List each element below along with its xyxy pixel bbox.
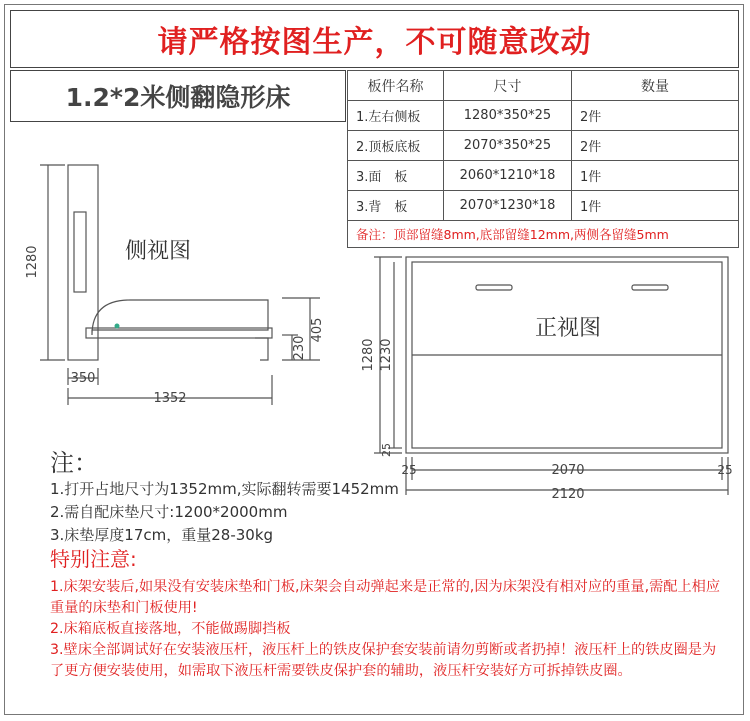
dim-left-gap: 25 [401, 463, 417, 477]
table-row [348, 131, 739, 161]
table-remark-row [348, 221, 739, 248]
side-view-title: 侧视图 [125, 239, 192, 264]
parts-table [347, 70, 739, 248]
note-line: 1.打开占地尺寸为1352mm,实际翻转需要1452mm [50, 480, 399, 498]
header-qty: 数量 [572, 71, 739, 101]
part-qty: 1件 [572, 161, 739, 191]
header-name: 板件名称 [348, 71, 444, 101]
table-row [348, 101, 739, 131]
cabinet-side-panel [68, 165, 98, 360]
part-size: 1280*350*25 [444, 101, 572, 131]
handle-right [632, 285, 668, 290]
pivot-dot [115, 324, 120, 329]
front-view-drawing [350, 245, 745, 505]
part-qty: 2件 [572, 131, 739, 161]
header-size: 尺寸 [444, 71, 572, 101]
part-name: 1.左右侧板 [348, 101, 444, 131]
note-line: 2.需自配床垫尺寸:1200*2000mm [50, 503, 288, 521]
cabinet-handle [74, 212, 86, 292]
special-heading: 特别注意: [50, 547, 137, 571]
special-item: 1.床架安装后,如果没有安装床垫和门板,床架会自动弹起来是正常的,因为床架没有相对应的重量,需配上相应重量的床垫和门板使用! [50, 579, 721, 616]
dim-bottom: 25 [380, 443, 393, 457]
dim-inner-height: 1230 [379, 338, 394, 372]
side-view-drawing [20, 150, 350, 410]
part-size: 2060*1210*18 [444, 161, 572, 191]
dim-open-length: 1352 [153, 391, 187, 406]
special-item: 3.壁床全部调试好在安装液压杆，液压杆上的铁皮保护套安装前请勿剪断或者扔掉！液压杆上的铁皮圈是为了更方便安装使用，如需取下液压杆需要铁皮保护套的辅助，液压杆安装好方可拆掉铁皮圈。 [50, 642, 717, 679]
part-name: 3.面 板 [348, 161, 444, 191]
bed-frame-open [92, 300, 268, 335]
front-view-title: 正视图 [534, 316, 602, 341]
handle-left [476, 285, 512, 290]
table-row [348, 191, 739, 221]
table-header-row [348, 71, 739, 101]
part-name: 2.顶板底板 [348, 131, 444, 161]
part-qty: 2件 [572, 101, 739, 131]
dim-height: 1280 [25, 245, 40, 279]
part-qty: 1件 [572, 191, 739, 221]
part-name: 3.背 板 [348, 191, 444, 221]
notes-heading: 注： [50, 449, 98, 477]
dim-upper: 405 [310, 317, 325, 343]
product-title: 1.2*2米侧翻隐形床 [10, 70, 346, 122]
note-line: 3.床垫厚度17cm，重量28-30kg [50, 526, 274, 544]
dim-outer-height: 1280 [361, 338, 376, 372]
part-size: 2070*350*25 [444, 131, 572, 161]
bed-leg [255, 338, 268, 360]
special-item: 2.床箱底板直接落地，不能做踢脚挡板 [50, 621, 291, 637]
dim-inner-width: 2070 [551, 463, 585, 478]
warning-banner: 请严格按图生产，不可随意改动 [10, 10, 739, 68]
table-row [348, 161, 739, 191]
dim-lower: 230 [292, 335, 307, 361]
dim-right-gap: 25 [717, 463, 733, 477]
dim-outer-width: 2120 [551, 487, 585, 502]
table-remark: 备注：顶部留缝8mm,底部留缝12mm,两侧各留缝5mm [348, 221, 739, 248]
dim-depth: 350 [70, 371, 96, 386]
part-size: 2070*1230*18 [444, 191, 572, 221]
